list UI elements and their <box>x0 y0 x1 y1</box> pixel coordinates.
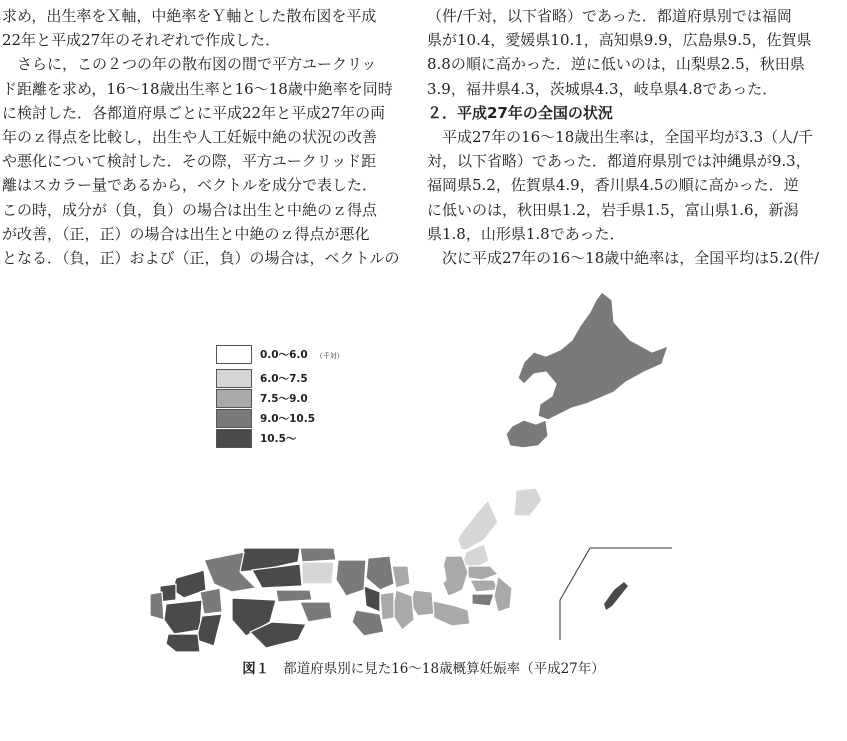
region-osaka <box>364 586 380 612</box>
legend-label: 9.0～10.5 <box>260 413 316 425</box>
region-nara <box>380 592 394 620</box>
right-paragraph-1 <box>427 4 847 101</box>
text-line: 県が10.4，愛媛県10.1，高知県9.9，広島県9.5，佐賀県 <box>427 31 812 50</box>
text-line: や悪化について検討した．その際，平方ユークリッド距 <box>2 152 377 171</box>
text-line: ド距離を求め，16～18歳出生率と16～18歳中絶率を同時 <box>2 79 393 98</box>
legend-unit: （千対） <box>315 352 344 360</box>
text-line: この時，成分が（負，負）の場合は出生と中絶のｚ得点 <box>2 200 378 219</box>
legend-row <box>216 429 416 448</box>
region-tokushima <box>300 602 332 622</box>
left-paragraph <box>2 4 400 270</box>
text-line: 県1.8，山形県1.8であった． <box>427 224 625 243</box>
japan-choropleth-map <box>150 285 680 655</box>
region-kanagawa <box>472 594 494 606</box>
region-mie <box>392 590 414 630</box>
legend-swatch <box>216 409 252 428</box>
region-gifu <box>418 556 446 592</box>
legend-label: 0.0～6.0 <box>260 349 308 361</box>
left-text-column <box>2 4 400 270</box>
text-line: が改善，（正，正）の場合は出生と中絶のｚ得点が悪化 <box>2 224 370 243</box>
region-kyoto <box>366 556 394 590</box>
legend-label: 6.0～7.5 <box>260 373 308 385</box>
legend-row <box>216 409 416 428</box>
legend-row <box>216 389 416 408</box>
figure-caption <box>0 657 847 677</box>
region-shiga <box>392 566 410 588</box>
text-line: に低いのは，秋田県1.2，岩手県1.5，富山県1.6，新潟 <box>427 200 799 219</box>
region-kumamoto <box>164 600 202 634</box>
legend-label: 10.5～ <box>260 433 297 445</box>
region-hyogo <box>336 560 366 596</box>
region-saitama <box>468 566 498 580</box>
legend-swatch <box>216 429 252 448</box>
legend-swatch <box>216 369 252 388</box>
text-line: 年のｚ得点を比較し，出生や人工妊娠中絶の状況の改善 <box>2 128 378 147</box>
legend-label: 7.5～9.0 <box>260 393 308 405</box>
legend-row <box>216 345 416 364</box>
region-miyagi <box>514 488 542 516</box>
region-kagawa <box>276 590 312 602</box>
text-line: 8.8の順に高かった．逆に低いのは，山梨県2.5，秋田県 <box>427 55 805 74</box>
region-tottori <box>300 548 336 562</box>
text-line: さらに，この２つの年の散布図の間で平方ユークリッ <box>2 55 377 74</box>
region-hokkaido <box>518 292 668 420</box>
right-paragraph-2 <box>427 125 847 270</box>
right-text-column <box>427 4 847 270</box>
caption-text: 都道府県別に見た16～18歳概算妊娠率（平成27年） <box>283 661 605 677</box>
region-nagasaki <box>150 592 164 620</box>
text-line: に検討した．各都道府県ごとに平成22年と平成27年の両 <box>2 103 386 122</box>
text-line: 求め，出生率をＸ軸，中絶率をＹ軸とした散布図を平成 <box>2 7 377 25</box>
text-line: 福岡県5.2，佐賀県4.9，香川県4.5の順に高かった．逆 <box>427 176 799 195</box>
region-wakayama <box>352 610 384 636</box>
text-line: となる．（負，正）および（正，負）の場合は，ベクトルの <box>2 249 400 268</box>
region-oita <box>200 588 222 614</box>
text-line: （件/千対，以下省略）であった．都道府県別では福岡 <box>427 7 792 25</box>
region-kagoshima <box>166 634 200 652</box>
region-okayama <box>302 562 334 584</box>
text-line: 離はスカラー量であるから，ベクトルを成分で表した． <box>2 176 378 195</box>
region-okinawa <box>604 582 628 610</box>
text-line: 次に平成27年の16～18歳中絶率は，全国平均は5.2(件/ <box>427 249 820 268</box>
legend-swatch <box>216 389 252 408</box>
region-ibaraki <box>500 548 526 584</box>
text-line: 3.9，福井県4.3，茨城県4.3，岐阜県4.8であった． <box>427 79 778 98</box>
text-line: 平成27年の16～18歳出生率は，全国平均が3.3（人/千 <box>427 128 814 147</box>
text-line: 22年と平成27年のそれぞれで作成した． <box>2 31 281 50</box>
legend-swatch <box>216 345 252 364</box>
legend-row <box>216 369 416 388</box>
region-tokyo <box>470 580 498 592</box>
section-heading: ２．平成27年の全国の状況 <box>427 103 613 122</box>
figure-number: 図１ <box>242 661 270 677</box>
text-line: 対，以下省略）であった．都道府県別では沖縄県が9.3， <box>427 152 811 171</box>
okinawa-inset <box>560 548 672 640</box>
